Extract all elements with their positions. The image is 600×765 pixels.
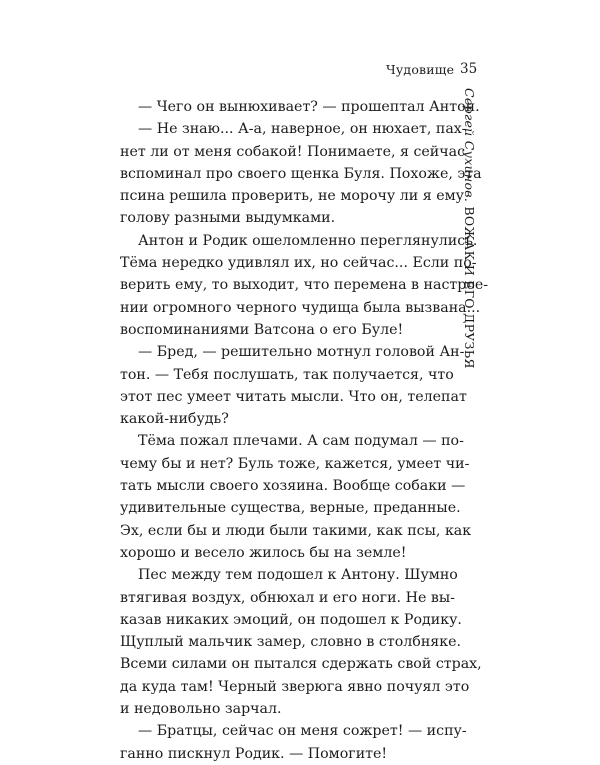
text-line: верить ему, то выходит, что перемена в настрое- bbox=[120, 277, 489, 294]
text-line: какой-нибудь? bbox=[120, 411, 229, 428]
text-line: — Бред, — решительно мотнул головой Ан- bbox=[138, 344, 465, 361]
text-line: казав никаких эмоций, он подошел к Родику. bbox=[120, 611, 462, 628]
text-line: Щуплый мальчик замер, словно в столбняке. bbox=[120, 634, 461, 651]
text-line: ганно пискнул Родик. — Помогите! bbox=[120, 745, 388, 762]
text-line: воспоминаниями Ватсона о его Буле! bbox=[120, 321, 404, 338]
text-line: хорошо и весело жилось бы на земле! bbox=[120, 544, 407, 561]
page-number: 35 bbox=[460, 61, 478, 77]
text-line: псина решила проверить, не морочу ли я ему bbox=[120, 188, 464, 205]
chapter-title: Чудовище bbox=[386, 62, 455, 77]
text-line: нии огромного черного чудища была вызвана... bbox=[120, 299, 481, 316]
text-line: чему бы и нет? Буль тоже, кажется, умеет чи- bbox=[120, 455, 470, 472]
text-line: тать мысли своего хозяина. Вообще собаки — bbox=[120, 478, 466, 495]
text-line: Тёма нередко удивлял их, но сейчас... Если по- bbox=[120, 255, 477, 272]
text-line: Антон и Родик ошеломленно переглянулись. bbox=[138, 232, 478, 249]
text-line: — Братцы, сейчас он меня сожрет! — испу- bbox=[138, 723, 467, 740]
text-line: тон. — Тебя послушать, так получается, что bbox=[120, 366, 454, 383]
text-line: втягивая воздух, обнюхал и его ноги. Не вы- bbox=[120, 589, 455, 606]
text-line: Тёма пожал плечами. А сам подумал — по- bbox=[138, 433, 464, 450]
text-line: Эх, если бы и люди были такими, как псы, как bbox=[120, 522, 472, 539]
text-line: удивительные существа, верные, преданные. bbox=[120, 500, 461, 517]
text-line: этот пес умеет читать мысли. Что он, телепат bbox=[120, 388, 467, 405]
text-line: Всеми силами он пытался сдержать свой страх, bbox=[120, 656, 482, 673]
text-line: нет ли от меня собакой! Понимаете, я сейчас bbox=[120, 143, 466, 160]
text-line: — Не знаю... А-а, наверное, он нюхает, пах- bbox=[138, 121, 467, 138]
text-line: вспоминал про своего щенка Буля. Похоже, эта bbox=[120, 165, 482, 182]
text-line: Пес между тем подошел к Антону. Шумно bbox=[138, 567, 458, 584]
text-line: и недовольно зарчал. bbox=[120, 701, 282, 718]
author-name: Сергей Сухинов. bbox=[462, 88, 477, 203]
text-line: — Чего он вынюхивает? — прошептал Антон. bbox=[138, 99, 480, 115]
book-title: ВОЖАК И ЕГО ДРУЗЬЯ bbox=[462, 206, 477, 369]
text-line: да куда там! Черный зверюга явно почуял это bbox=[120, 678, 470, 695]
text-line: голову разными выдумками. bbox=[120, 210, 336, 227]
